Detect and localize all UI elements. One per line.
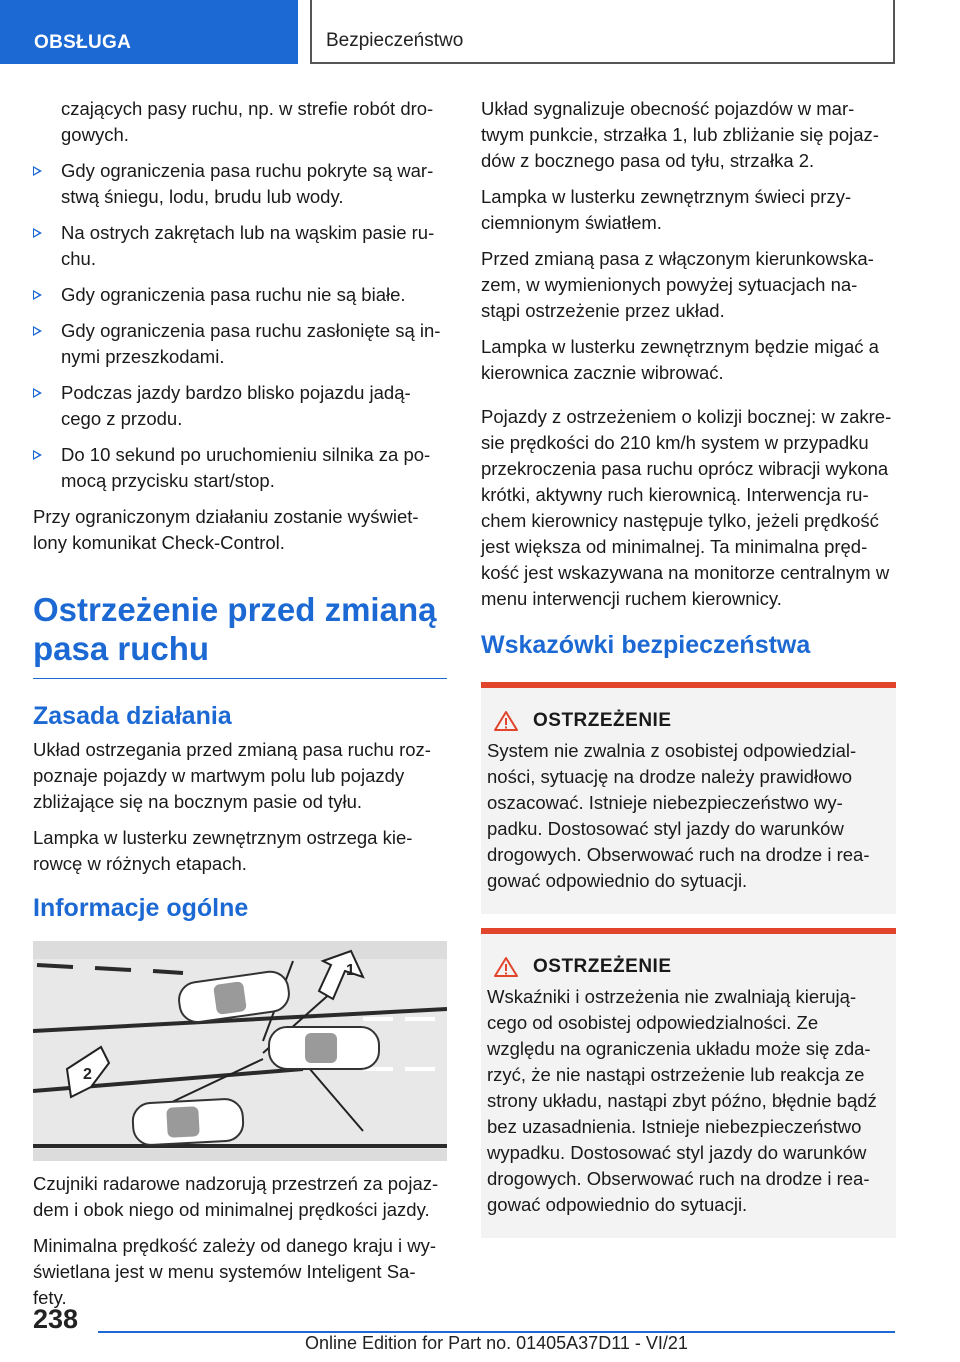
- header-chapter-tab: [310, 0, 895, 64]
- limitations-list: [33, 158, 447, 494]
- footer-edition: Online Edition for Part no. 01405A37D11 - VI/21: [305, 1333, 688, 1353]
- bullet-triangle-icon: [33, 228, 42, 238]
- bullet-triangle-icon: [33, 326, 42, 336]
- list-item: Gdy ograniczenia pasa ruchu nie są białe.: [33, 282, 447, 308]
- header-chapter-label: Bezpieczeństwo: [326, 30, 464, 51]
- safety-title: Wskazówki bezpieczeństwa: [481, 631, 811, 659]
- lane-change-illustration: [33, 941, 447, 1161]
- general-paragraph-1: Czujniki radarowe nadzorują przestrzeń za pojaz-dem i obok niego od minimalnej prędkości jazdy.: [33, 1173, 439, 1220]
- warning-box: [481, 682, 896, 914]
- warning-text: Wskaźniki i ostrzeżenia nie zwalniają kierują-cego od osobistej odpowiedzialności. Ze względu na ograniczenia układu może się zda-rzyć, że nie nastąpi ostrzeżenie lub reakcja ze strony układu, nastąpi zbyt późno, błędnie bądź bez uzasadnienia. Istnieje niebezpieczeństwo wypadku. Dostosować styl jazdy do warunków drogowych. Obserwować ruch na drodze i rea-gować odpowiednio do sytuacji.: [487, 986, 877, 1215]
- figure-label-2: 2: [83, 1066, 92, 1083]
- right-column: [481, 96, 896, 1252]
- warning-triangle-icon: [493, 956, 519, 978]
- warning-text: System nie zwalnia z osobistej odpowiedzial-ności, sytuację na drodze należy prawidłowo oszacować. Istnieje niebezpieczeństwo wy-padku. Dostosować styl jazdy do warunków drogowych. Obserwować ruch na drodze i rea-gować odpowiednio do sytuacji.: [487, 740, 870, 891]
- list-item: Podczas jazdy bardzo blisko pojazdu jadą-cego z przodu.: [33, 380, 447, 432]
- warning-triangle-icon: [493, 710, 519, 732]
- general-paragraph-2: Minimalna prędkość zależy od danego kraju i wy-świetlana jest w menu systemów Inteligent Sa-fety.: [33, 1235, 437, 1308]
- principle-paragraph-1: Układ ostrzegania przed zmianą pasa ruchu roz-poznaje pojazdy w martwym polu lub pojazdy zbliżające się na bocznym pasie od tyłu.: [33, 739, 431, 812]
- road-diagram: [33, 941, 447, 1161]
- list-item: Gdy ograniczenia pasa ruchu pokryte są war-stwą śniegu, lodu, brudu lub wody.: [33, 158, 447, 210]
- list-item: Gdy ograniczenia pasa ruchu zasłonięte są in-nymi przeszkodami.: [33, 318, 447, 370]
- warning-title: OSTRZEŻENIE: [533, 956, 672, 977]
- warning-title: OSTRZEŻENIE: [533, 710, 672, 731]
- right-paragraph-2: Lampka w lusterku zewnętrznym świeci przy-ciemnionym światłem.: [481, 186, 852, 233]
- header-section-tab: [0, 0, 298, 64]
- list-item: Do 10 sekund po uruchomieniu silnika za po-mocą przycisku start/stop.: [33, 442, 447, 494]
- bullet-triangle-icon: [33, 290, 42, 300]
- right-paragraph-4: Lampka w lusterku zewnętrznym będzie migać a kierownica zacznie wibrować.: [481, 336, 879, 383]
- right-paragraph-1: Układ sygnalizuje obecność pojazdów w mar-twym punkcie, strzałka 1, lub zbliżanie się pojaz-dów z bocznego pasa od tyłu, strzałka 2.: [481, 98, 879, 171]
- right-paragraph-5: Pojazdy z ostrzeżeniem o kolizji bocznej: w zakre-sie prędkości do 210 km/h system w przypadku przekroczenia pasa ruchu oprócz wibracji wykona krótki, aktywny ruch kierownicą. Interwencja ru-chem kierownicy następuje tylko, jeżeli prędkość jest większa od minimalnej. Ta minimalna pręd-kość jest wskazywana na monitorze centralnym w menu interwencji ruchem kierownicy.: [481, 406, 892, 609]
- intro-continuation: czających pasy ruchu, np. w strefie robót dro-gowych.: [61, 98, 434, 145]
- warning-box: [481, 928, 896, 1238]
- header-section-label: OBSŁUGA: [34, 32, 132, 53]
- general-info-title: Informacje ogólne: [33, 894, 249, 922]
- figure-label-1: 1: [346, 962, 355, 979]
- list-item: Na ostrych zakrętach lub na wąskim pasie ru-chu.: [33, 220, 447, 272]
- bullet-triangle-icon: [33, 166, 42, 176]
- principle-paragraph-2: Lampka w lusterku zewnętrznym ostrzega kie-rowcę w różnych etapach.: [33, 827, 413, 874]
- limited-function-note: Przy ograniczonym działaniu zostanie wyświet-lony komunikat Check-Control.: [33, 506, 419, 553]
- right-paragraph-3: Przed zmianą pasa z włączonym kierunkowska-zem, w wymienionych powyżej sytuacjach na-stąpi ostrzeżenie przez układ.: [481, 248, 874, 321]
- bullet-triangle-icon: [33, 450, 42, 460]
- principle-title: Zasada działania: [33, 702, 232, 730]
- section-title: Ostrzeżenie przed zmianą pasa ruchu: [33, 590, 447, 679]
- bullet-triangle-icon: [33, 388, 42, 398]
- page-number: 238: [33, 1304, 79, 1334]
- left-column: [33, 96, 447, 1321]
